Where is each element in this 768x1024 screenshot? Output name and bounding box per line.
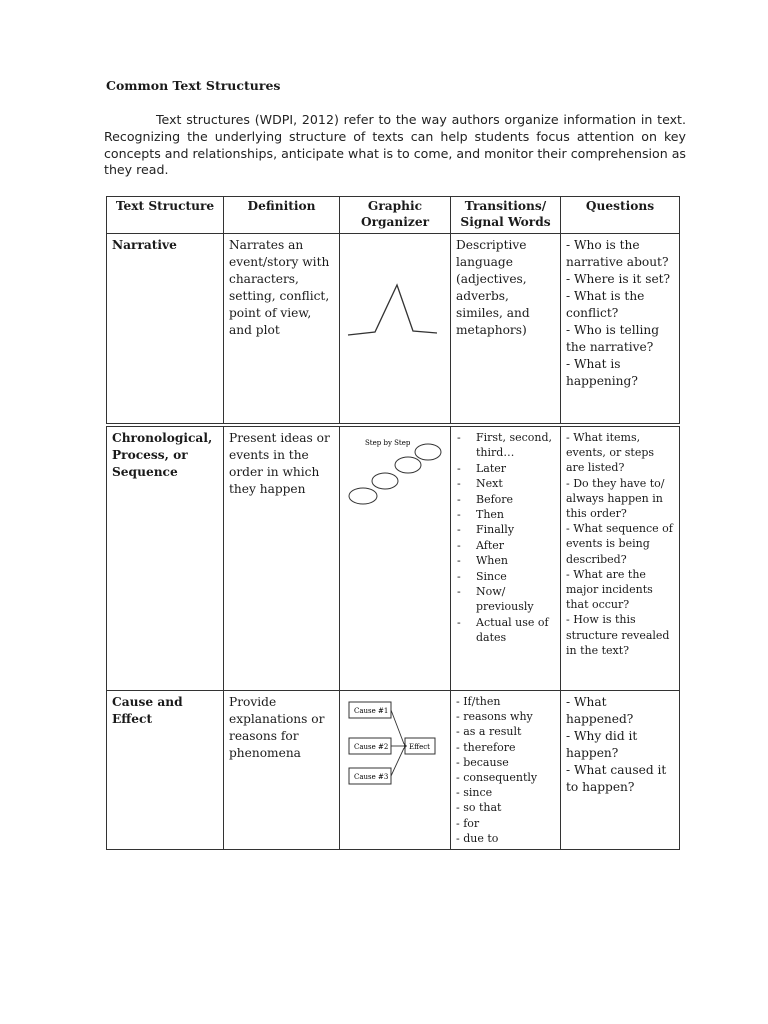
question-item: - Who is the narrative about? (566, 238, 669, 269)
narrative-structure: Narrative (107, 234, 224, 424)
signal-word-item: - for (456, 816, 480, 830)
cause-effect-definition: Provide explanations or reasons for phenomena (224, 691, 340, 850)
document-title: Common Text Structures (106, 78, 281, 93)
cause-effect-transitions (451, 691, 561, 850)
sequence-structure: Chronological, Process, or Sequence (107, 427, 224, 691)
header-definition: Definition (224, 197, 340, 234)
question-item: - What items, events, or steps are listed? (566, 431, 655, 475)
intro-paragraph: Text structures (WDPI, 2012) refer to the way authors organize information in text. Recognizing the underlying structure of texts can help students focus attention on key concepts and relationships, anticipate what is to come, and monitor their comprehension as they read. (104, 112, 686, 178)
table-row-cause-effect (107, 691, 680, 850)
signal-word-item: - When (456, 553, 555, 568)
header-transitions: Transitions/ Signal Words (451, 197, 561, 234)
question-item: - What sequence of events is being described? (566, 522, 673, 566)
cause-3-label: Cause #3 (354, 773, 389, 781)
question-item: - Where is it set? (566, 272, 671, 286)
signal-word-item: - Later (456, 461, 555, 476)
signal-word-item: - so that (456, 801, 502, 815)
header-organizer: Graphic Organizer (340, 197, 451, 234)
plot-diagram-icon (345, 237, 445, 357)
question-item: - What caused it to happen? (566, 763, 667, 794)
signal-word-item: - Next (456, 476, 555, 491)
signal-word-item: - reasons why (456, 710, 533, 724)
question-item: - How is this structure revealed in the text? (566, 613, 670, 657)
signal-word-item: - Actual use of dates (456, 615, 555, 646)
signal-word-item: - Then (456, 507, 555, 522)
signal-word-item: - Finally (456, 522, 555, 537)
effect-label: Effect (409, 743, 430, 751)
signal-word-item: - First, second, third… (456, 430, 555, 461)
question-item: - What is happening? (566, 357, 638, 388)
sequence-questions (561, 427, 680, 691)
sequence-organizer (340, 427, 451, 691)
cause-1-label: Cause #1 (354, 707, 389, 715)
narrative-organizer (340, 234, 451, 424)
cause-effect-organizer (340, 691, 451, 850)
question-item: - Why did it happen? (566, 729, 638, 760)
question-item: - What are the major incidents that occur? (566, 567, 653, 612)
signal-word-item: - After (456, 538, 555, 553)
sequence-transitions (451, 427, 561, 691)
header-questions: Questions (561, 197, 680, 234)
sequence-definition: Present ideas or events in the order in which they happen (224, 427, 340, 691)
question-item: - What is the conflict? (566, 289, 645, 320)
table-row-narrative (107, 234, 680, 424)
text-structures-table-part-1 (106, 196, 680, 424)
header-structure: Text Structure (107, 197, 224, 234)
signal-word-item: - since (456, 786, 493, 800)
question-item: - Who is telling the narrative? (566, 323, 660, 354)
question-item: - What happened? (566, 695, 634, 726)
cause-effect-questions (561, 691, 680, 850)
signal-word-item: - Before (456, 492, 555, 507)
cause-2-label: Cause #2 (354, 743, 389, 751)
signal-word-item: - as a result (456, 725, 522, 739)
signal-word-item: - due to (456, 831, 499, 845)
text-structures-table-part-2 (106, 426, 680, 850)
cause-effect-structure: Cause and Effect (107, 691, 224, 850)
signal-word-item: - If/then (456, 695, 501, 708)
question-item: - Do they have to/ always happen in this order? (566, 476, 665, 521)
table-row-sequence (107, 427, 680, 691)
signal-word-item: - because (456, 755, 509, 769)
signal-word-item: - therefore (456, 740, 516, 754)
narrative-questions (561, 234, 680, 424)
cause-effect-diagram-icon (345, 694, 445, 794)
step-by-step-label: Step by Step (365, 439, 411, 447)
signal-word-item: - Now/ previously (456, 584, 555, 615)
signal-word-item: - Since (456, 569, 555, 584)
table-header-row (107, 197, 680, 234)
narrative-transitions: Descriptive language (adjectives, adverbs, similes, and metaphors) (451, 234, 561, 424)
step-by-step-diagram-icon (345, 430, 445, 520)
narrative-definition: Narrates an event/story with characters, setting, conflict, point of view, and plot (224, 234, 340, 424)
signal-word-item: - consequently (456, 771, 538, 785)
